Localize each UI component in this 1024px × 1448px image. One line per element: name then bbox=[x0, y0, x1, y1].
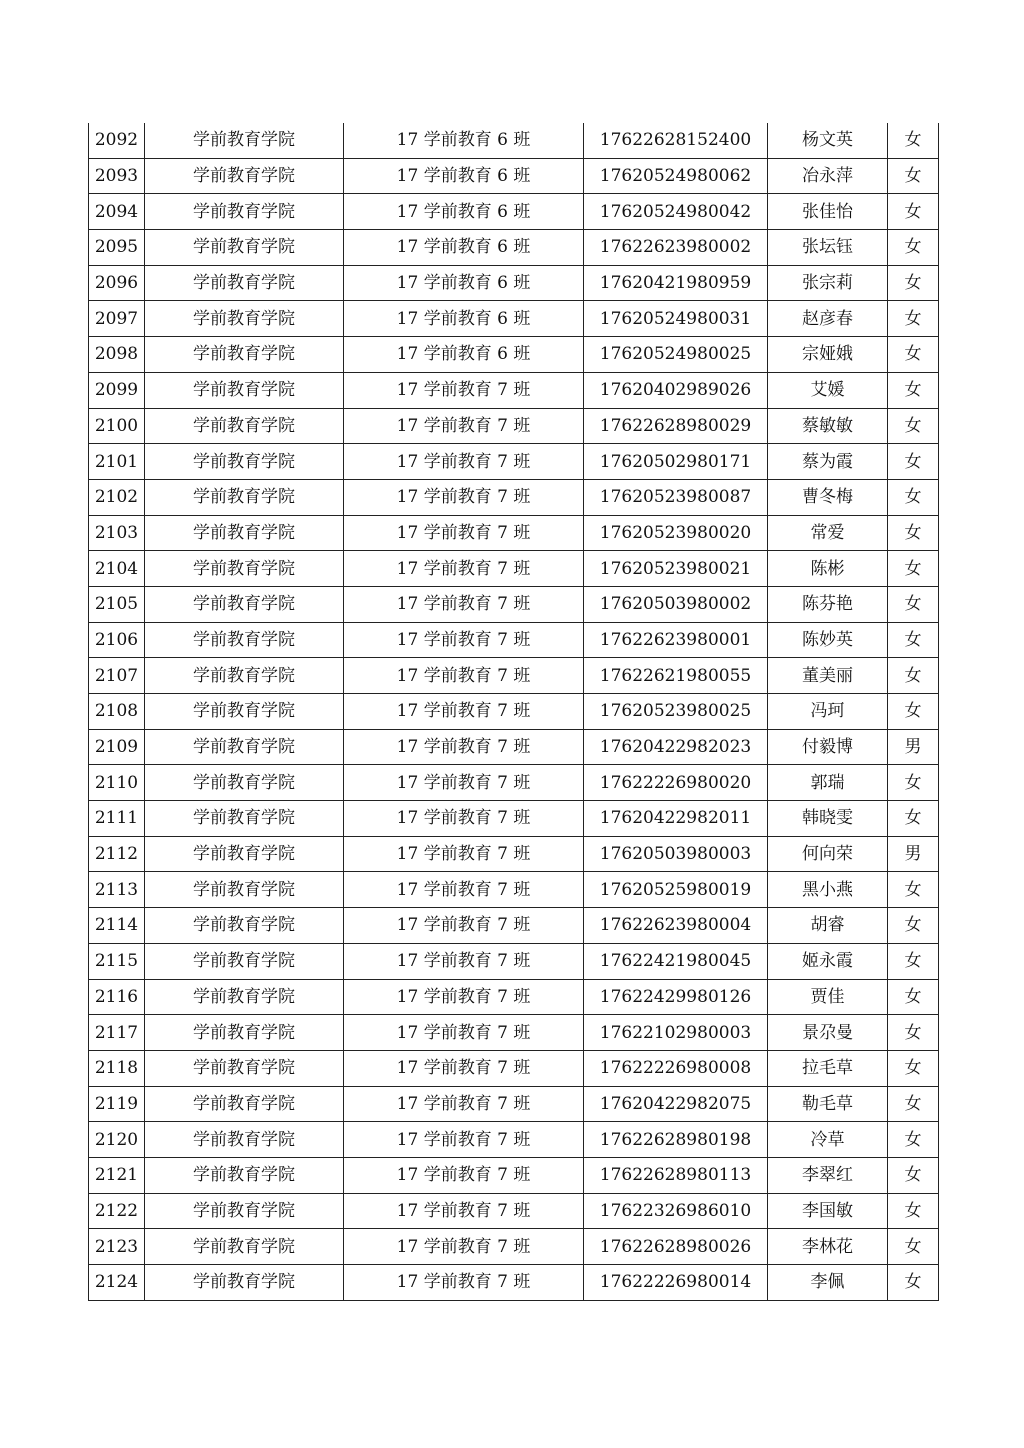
student-name-cell: 姬永霞 bbox=[768, 943, 888, 979]
student-id-cell: 17620524980042 bbox=[584, 194, 768, 230]
student-id-cell: 17620523980087 bbox=[584, 479, 768, 515]
table-row bbox=[89, 1086, 939, 1122]
row-number-cell: 2097 bbox=[89, 301, 145, 337]
class-cell: 17 学前教育 7 班 bbox=[344, 765, 584, 801]
table-row bbox=[89, 765, 939, 801]
row-number-cell: 2099 bbox=[89, 372, 145, 408]
class-cell: 17 学前教育 7 班 bbox=[344, 408, 584, 444]
class-cell: 17 学前教育 6 班 bbox=[344, 265, 584, 301]
student-name-cell: 付毅博 bbox=[768, 729, 888, 765]
student-name-cell: 李翠红 bbox=[768, 1157, 888, 1193]
table-row bbox=[89, 943, 939, 979]
row-number-cell: 2093 bbox=[89, 158, 145, 194]
table-row bbox=[89, 729, 939, 765]
student-name-cell: 黑小燕 bbox=[768, 872, 888, 908]
gender-cell: 女 bbox=[888, 872, 939, 908]
gender-cell: 女 bbox=[888, 372, 939, 408]
college-cell: 学前教育学院 bbox=[145, 586, 344, 622]
table-row bbox=[89, 872, 939, 908]
college-cell: 学前教育学院 bbox=[145, 979, 344, 1015]
college-cell: 学前教育学院 bbox=[145, 908, 344, 944]
student-roster-table bbox=[88, 123, 939, 1301]
table-row bbox=[89, 194, 939, 230]
college-cell: 学前教育学院 bbox=[145, 872, 344, 908]
table-row bbox=[89, 908, 939, 944]
student-name-cell: 曹冬梅 bbox=[768, 479, 888, 515]
class-cell: 17 学前教育 7 班 bbox=[344, 479, 584, 515]
class-cell: 17 学前教育 7 班 bbox=[344, 515, 584, 551]
college-cell: 学前教育学院 bbox=[145, 372, 344, 408]
student-name-cell: 贾佳 bbox=[768, 979, 888, 1015]
gender-cell: 女 bbox=[888, 586, 939, 622]
row-number-cell: 2110 bbox=[89, 765, 145, 801]
student-name-cell: 冷草 bbox=[768, 1122, 888, 1158]
student-id-cell: 17622628980029 bbox=[584, 408, 768, 444]
row-number-cell: 2094 bbox=[89, 194, 145, 230]
student-id-cell: 17620524980031 bbox=[584, 301, 768, 337]
college-cell: 学前教育学院 bbox=[145, 479, 344, 515]
table-row bbox=[89, 1122, 939, 1158]
table-row bbox=[89, 337, 939, 373]
college-cell: 学前教育学院 bbox=[145, 658, 344, 694]
class-cell: 17 学前教育 7 班 bbox=[344, 908, 584, 944]
gender-cell: 女 bbox=[888, 765, 939, 801]
gender-cell: 女 bbox=[888, 301, 939, 337]
class-cell: 17 学前教育 6 班 bbox=[344, 123, 584, 158]
table-row bbox=[89, 1015, 939, 1051]
student-name-cell: 杨文英 bbox=[768, 123, 888, 158]
student-id-cell: 17622226980014 bbox=[584, 1265, 768, 1301]
college-cell: 学前教育学院 bbox=[145, 158, 344, 194]
table-row bbox=[89, 1157, 939, 1193]
class-cell: 17 学前教育 7 班 bbox=[344, 658, 584, 694]
gender-cell: 女 bbox=[888, 1193, 939, 1229]
gender-cell: 女 bbox=[888, 1157, 939, 1193]
row-number-cell: 2095 bbox=[89, 230, 145, 266]
student-id-cell: 17622628980198 bbox=[584, 1122, 768, 1158]
table-row bbox=[89, 372, 939, 408]
gender-cell: 女 bbox=[888, 337, 939, 373]
student-name-cell: 胡睿 bbox=[768, 908, 888, 944]
table-row bbox=[89, 1050, 939, 1086]
class-cell: 17 学前教育 7 班 bbox=[344, 943, 584, 979]
student-name-cell: 何向荣 bbox=[768, 836, 888, 872]
table-row bbox=[89, 408, 939, 444]
class-cell: 17 学前教育 7 班 bbox=[344, 694, 584, 730]
gender-cell: 女 bbox=[888, 908, 939, 944]
table-row bbox=[89, 301, 939, 337]
gender-cell: 女 bbox=[888, 551, 939, 587]
gender-cell: 女 bbox=[888, 158, 939, 194]
student-id-cell: 17620402989026 bbox=[584, 372, 768, 408]
table-row bbox=[89, 230, 939, 266]
row-number-cell: 2101 bbox=[89, 444, 145, 480]
row-number-cell: 2116 bbox=[89, 979, 145, 1015]
row-number-cell: 2103 bbox=[89, 515, 145, 551]
table-row bbox=[89, 479, 939, 515]
student-name-cell: 景尕曼 bbox=[768, 1015, 888, 1051]
gender-cell: 女 bbox=[888, 1122, 939, 1158]
college-cell: 学前教育学院 bbox=[145, 622, 344, 658]
gender-cell: 女 bbox=[888, 444, 939, 480]
gender-cell: 女 bbox=[888, 1015, 939, 1051]
student-id-cell: 17622102980003 bbox=[584, 1015, 768, 1051]
college-cell: 学前教育学院 bbox=[145, 1229, 344, 1265]
row-number-cell: 2105 bbox=[89, 586, 145, 622]
class-cell: 17 学前教育 6 班 bbox=[344, 230, 584, 266]
row-number-cell: 2109 bbox=[89, 729, 145, 765]
gender-cell: 女 bbox=[888, 979, 939, 1015]
class-cell: 17 学前教育 7 班 bbox=[344, 1229, 584, 1265]
row-number-cell: 2113 bbox=[89, 872, 145, 908]
student-name-cell: 蔡敏敏 bbox=[768, 408, 888, 444]
gender-cell: 女 bbox=[888, 943, 939, 979]
student-name-cell: 冶永萍 bbox=[768, 158, 888, 194]
class-cell: 17 学前教育 7 班 bbox=[344, 1193, 584, 1229]
student-name-cell: 宗娅娥 bbox=[768, 337, 888, 373]
gender-cell: 女 bbox=[888, 1265, 939, 1301]
class-cell: 17 学前教育 7 班 bbox=[344, 836, 584, 872]
gender-cell: 女 bbox=[888, 658, 939, 694]
student-id-cell: 17622621980055 bbox=[584, 658, 768, 694]
gender-cell: 女 bbox=[888, 694, 939, 730]
student-id-cell: 17622628152400 bbox=[584, 123, 768, 158]
gender-cell: 女 bbox=[888, 123, 939, 158]
row-number-cell: 2108 bbox=[89, 694, 145, 730]
student-name-cell: 常爱 bbox=[768, 515, 888, 551]
student-id-cell: 17620421980959 bbox=[584, 265, 768, 301]
row-number-cell: 2100 bbox=[89, 408, 145, 444]
row-number-cell: 2117 bbox=[89, 1015, 145, 1051]
college-cell: 学前教育学院 bbox=[145, 444, 344, 480]
gender-cell: 女 bbox=[888, 515, 939, 551]
row-number-cell: 2102 bbox=[89, 479, 145, 515]
college-cell: 学前教育学院 bbox=[145, 265, 344, 301]
college-cell: 学前教育学院 bbox=[145, 729, 344, 765]
table-row bbox=[89, 979, 939, 1015]
college-cell: 学前教育学院 bbox=[145, 515, 344, 551]
college-cell: 学前教育学院 bbox=[145, 1050, 344, 1086]
college-cell: 学前教育学院 bbox=[145, 123, 344, 158]
class-cell: 17 学前教育 7 班 bbox=[344, 1157, 584, 1193]
row-number-cell: 2115 bbox=[89, 943, 145, 979]
class-cell: 17 学前教育 7 班 bbox=[344, 872, 584, 908]
row-number-cell: 2104 bbox=[89, 551, 145, 587]
table-row bbox=[89, 123, 939, 158]
row-number-cell: 2124 bbox=[89, 1265, 145, 1301]
class-cell: 17 学前教育 7 班 bbox=[344, 622, 584, 658]
gender-cell: 女 bbox=[888, 801, 939, 837]
class-cell: 17 学前教育 6 班 bbox=[344, 337, 584, 373]
student-name-cell: 陈彬 bbox=[768, 551, 888, 587]
student-id-cell: 17622326986010 bbox=[584, 1193, 768, 1229]
row-number-cell: 2119 bbox=[89, 1086, 145, 1122]
row-number-cell: 2111 bbox=[89, 801, 145, 837]
class-cell: 17 学前教育 7 班 bbox=[344, 444, 584, 480]
student-name-cell: 李林花 bbox=[768, 1229, 888, 1265]
class-cell: 17 学前教育 7 班 bbox=[344, 1122, 584, 1158]
table-row bbox=[89, 694, 939, 730]
student-id-cell: 17620524980062 bbox=[584, 158, 768, 194]
gender-cell: 女 bbox=[888, 1229, 939, 1265]
class-cell: 17 学前教育 7 班 bbox=[344, 801, 584, 837]
row-number-cell: 2122 bbox=[89, 1193, 145, 1229]
gender-cell: 男 bbox=[888, 729, 939, 765]
gender-cell: 女 bbox=[888, 1050, 939, 1086]
class-cell: 17 学前教育 6 班 bbox=[344, 301, 584, 337]
college-cell: 学前教育学院 bbox=[145, 801, 344, 837]
class-cell: 17 学前教育 6 班 bbox=[344, 194, 584, 230]
student-id-cell: 17620525980019 bbox=[584, 872, 768, 908]
gender-cell: 女 bbox=[888, 194, 939, 230]
college-cell: 学前教育学院 bbox=[145, 1193, 344, 1229]
row-number-cell: 2107 bbox=[89, 658, 145, 694]
student-name-cell: 蔡为霞 bbox=[768, 444, 888, 480]
student-name-cell: 艾媛 bbox=[768, 372, 888, 408]
table-row bbox=[89, 1229, 939, 1265]
student-name-cell: 陈妙英 bbox=[768, 622, 888, 658]
row-number-cell: 2120 bbox=[89, 1122, 145, 1158]
student-id-cell: 17620523980020 bbox=[584, 515, 768, 551]
college-cell: 学前教育学院 bbox=[145, 194, 344, 230]
gender-cell: 女 bbox=[888, 479, 939, 515]
class-cell: 17 学前教育 7 班 bbox=[344, 1015, 584, 1051]
student-id-cell: 17620422982011 bbox=[584, 801, 768, 837]
student-id-cell: 17620523980021 bbox=[584, 551, 768, 587]
college-cell: 学前教育学院 bbox=[145, 694, 344, 730]
student-name-cell: 张宗莉 bbox=[768, 265, 888, 301]
college-cell: 学前教育学院 bbox=[145, 1157, 344, 1193]
student-id-cell: 17620502980171 bbox=[584, 444, 768, 480]
college-cell: 学前教育学院 bbox=[145, 1122, 344, 1158]
gender-cell: 女 bbox=[888, 1086, 939, 1122]
table-row bbox=[89, 515, 939, 551]
student-id-cell: 17622226980008 bbox=[584, 1050, 768, 1086]
class-cell: 17 学前教育 6 班 bbox=[344, 158, 584, 194]
row-number-cell: 2123 bbox=[89, 1229, 145, 1265]
college-cell: 学前教育学院 bbox=[145, 551, 344, 587]
table-row bbox=[89, 265, 939, 301]
roster-body bbox=[89, 123, 939, 1300]
class-cell: 17 学前教育 7 班 bbox=[344, 551, 584, 587]
table-row bbox=[89, 444, 939, 480]
student-id-cell: 17622628980026 bbox=[584, 1229, 768, 1265]
college-cell: 学前教育学院 bbox=[145, 943, 344, 979]
student-name-cell: 勒毛草 bbox=[768, 1086, 888, 1122]
gender-cell: 男 bbox=[888, 836, 939, 872]
college-cell: 学前教育学院 bbox=[145, 836, 344, 872]
student-id-cell: 17620524980025 bbox=[584, 337, 768, 373]
student-name-cell: 冯珂 bbox=[768, 694, 888, 730]
student-id-cell: 17620422982023 bbox=[584, 729, 768, 765]
table-row bbox=[89, 1265, 939, 1301]
table-row bbox=[89, 658, 939, 694]
student-name-cell: 张坛钰 bbox=[768, 230, 888, 266]
row-number-cell: 2118 bbox=[89, 1050, 145, 1086]
student-id-cell: 17622628980113 bbox=[584, 1157, 768, 1193]
college-cell: 学前教育学院 bbox=[145, 765, 344, 801]
student-name-cell: 陈芬艳 bbox=[768, 586, 888, 622]
student-name-cell: 韩晓雯 bbox=[768, 801, 888, 837]
student-id-cell: 17620503980003 bbox=[584, 836, 768, 872]
table-row bbox=[89, 551, 939, 587]
row-number-cell: 2106 bbox=[89, 622, 145, 658]
table-row bbox=[89, 1193, 939, 1229]
college-cell: 学前教育学院 bbox=[145, 1086, 344, 1122]
table-row bbox=[89, 622, 939, 658]
row-number-cell: 2114 bbox=[89, 908, 145, 944]
student-id-cell: 17620523980025 bbox=[584, 694, 768, 730]
student-id-cell: 17622623980002 bbox=[584, 230, 768, 266]
class-cell: 17 学前教育 7 班 bbox=[344, 1086, 584, 1122]
class-cell: 17 学前教育 7 班 bbox=[344, 729, 584, 765]
row-number-cell: 2121 bbox=[89, 1157, 145, 1193]
college-cell: 学前教育学院 bbox=[145, 337, 344, 373]
student-name-cell: 李佩 bbox=[768, 1265, 888, 1301]
student-id-cell: 17620503980002 bbox=[584, 586, 768, 622]
row-number-cell: 2098 bbox=[89, 337, 145, 373]
student-id-cell: 17620422982075 bbox=[584, 1086, 768, 1122]
gender-cell: 女 bbox=[888, 408, 939, 444]
class-cell: 17 学前教育 7 班 bbox=[344, 979, 584, 1015]
college-cell: 学前教育学院 bbox=[145, 408, 344, 444]
table-row bbox=[89, 801, 939, 837]
class-cell: 17 学前教育 7 班 bbox=[344, 372, 584, 408]
gender-cell: 女 bbox=[888, 622, 939, 658]
student-name-cell: 郭瑞 bbox=[768, 765, 888, 801]
student-name-cell: 张佳怡 bbox=[768, 194, 888, 230]
student-name-cell: 拉毛草 bbox=[768, 1050, 888, 1086]
college-cell: 学前教育学院 bbox=[145, 230, 344, 266]
student-name-cell: 董美丽 bbox=[768, 658, 888, 694]
student-id-cell: 17622421980045 bbox=[584, 943, 768, 979]
class-cell: 17 学前教育 7 班 bbox=[344, 1265, 584, 1301]
table-row bbox=[89, 586, 939, 622]
table-row bbox=[89, 836, 939, 872]
student-name-cell: 李国敏 bbox=[768, 1193, 888, 1229]
student-id-cell: 17622226980020 bbox=[584, 765, 768, 801]
class-cell: 17 学前教育 7 班 bbox=[344, 1050, 584, 1086]
gender-cell: 女 bbox=[888, 265, 939, 301]
class-cell: 17 学前教育 7 班 bbox=[344, 586, 584, 622]
row-number-cell: 2096 bbox=[89, 265, 145, 301]
student-id-cell: 17622623980001 bbox=[584, 622, 768, 658]
college-cell: 学前教育学院 bbox=[145, 1265, 344, 1301]
gender-cell: 女 bbox=[888, 230, 939, 266]
college-cell: 学前教育学院 bbox=[145, 1015, 344, 1051]
student-name-cell: 赵彦春 bbox=[768, 301, 888, 337]
table-row bbox=[89, 158, 939, 194]
student-id-cell: 17622429980126 bbox=[584, 979, 768, 1015]
row-number-cell: 2092 bbox=[89, 123, 145, 158]
college-cell: 学前教育学院 bbox=[145, 301, 344, 337]
student-id-cell: 17622623980004 bbox=[584, 908, 768, 944]
row-number-cell: 2112 bbox=[89, 836, 145, 872]
